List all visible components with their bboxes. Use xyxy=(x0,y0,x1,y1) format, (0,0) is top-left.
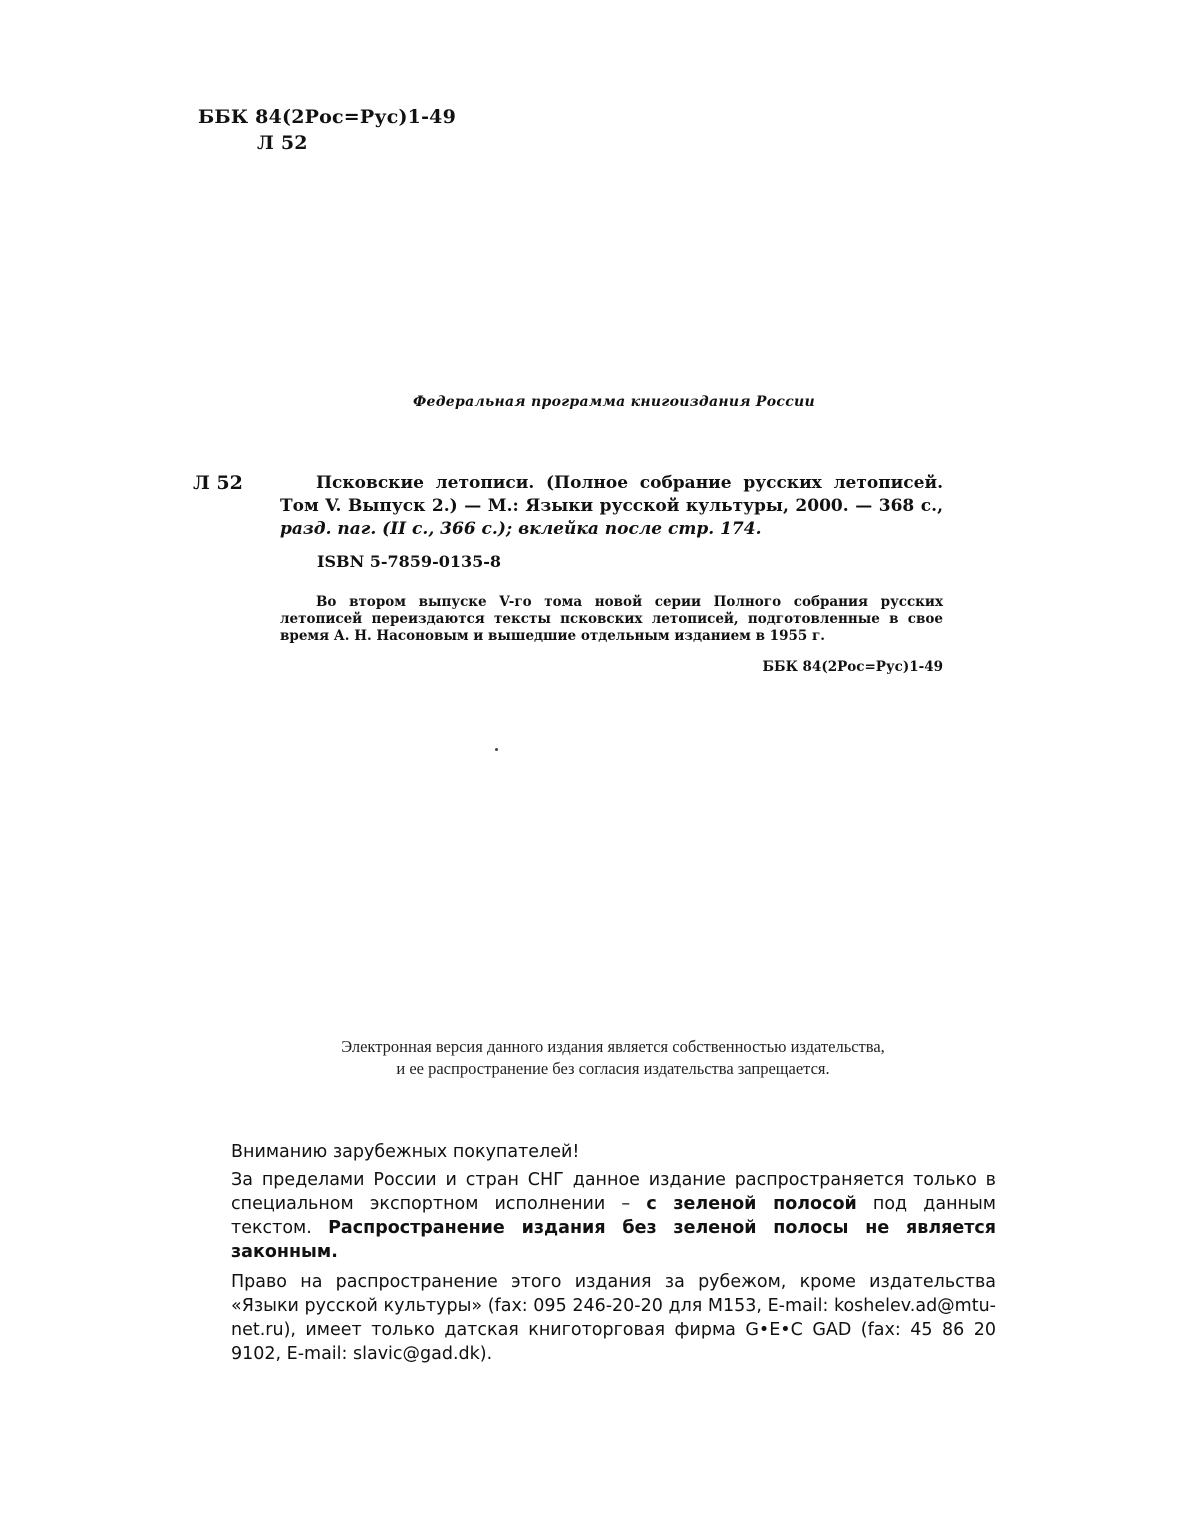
catalog-index-code: Л 52 xyxy=(193,472,243,494)
notice-heading: Вниманию зарубежных покупателей! xyxy=(231,1142,580,1162)
electronic-line-1: Электронная версия данного издания является собственностью издательства, xyxy=(341,1037,885,1056)
notice-paragraph-export xyxy=(231,1168,996,1264)
biblio-line-1: Псковские летописи. (Полное собрание русских летописей. xyxy=(316,473,943,493)
notice-paragraph-rights: Право на распространение этого издания за рубежом, кроме издательства «Языки русской культуры» (fax: 095 246-20-20 для М153, E-mail: koshelev.ad@mtu-net.ru), имеет только датская книготорговая фирма G•E•C GAD (fax: 45 86 20 9102, E-mail: slavic@gad.dk). xyxy=(231,1272,996,1364)
catalog-bbk: ББК 84(2Рос=Рус)1-49 xyxy=(762,659,943,675)
header-code: Л 52 xyxy=(257,132,308,154)
foreign-buyers-notice xyxy=(231,1140,996,1366)
electronic-line-2: и ее распространение без согласия издательства запрещается. xyxy=(396,1059,830,1078)
biblio-line-2: Том V. Выпуск 2.) — М.: Языки русской культуры, 2000. — 368 с., xyxy=(280,496,943,516)
notice-export-text-end: под данным текстом. xyxy=(231,1194,996,1238)
bibliographic-description xyxy=(280,472,943,541)
notice-export-text: За пределами России и стран СНГ данное издание распространяется только в специальном экспортном исполнении – xyxy=(231,1170,996,1214)
header-classification xyxy=(198,104,456,156)
header-bbk: ББК 84(2Рос=Рус)1-49 xyxy=(198,106,457,128)
notice-green-stripe: с зеленой полосой xyxy=(646,1194,857,1214)
electronic-version-notice xyxy=(0,1036,1188,1080)
notice-warning: Распространение издания без зеленой полосы не является законным. xyxy=(231,1218,996,1262)
print-speck xyxy=(495,748,498,751)
annotation: Во втором выпуске V-го тома новой серии Полного собрания русских летописей переиздаются тексты псковских летописей, подготовленные в свое время А. Н. Насоновым и вышедшие отдельным изданием в 1955 г. xyxy=(280,594,943,644)
program-note: Федеральная программа книгоиздания России xyxy=(412,394,816,410)
biblio-line-3: разд. паг. (II с., 366 с.); вклейка после стр. 174. xyxy=(280,519,762,539)
isbn: ISBN 5-7859-0135-8 xyxy=(317,552,502,571)
